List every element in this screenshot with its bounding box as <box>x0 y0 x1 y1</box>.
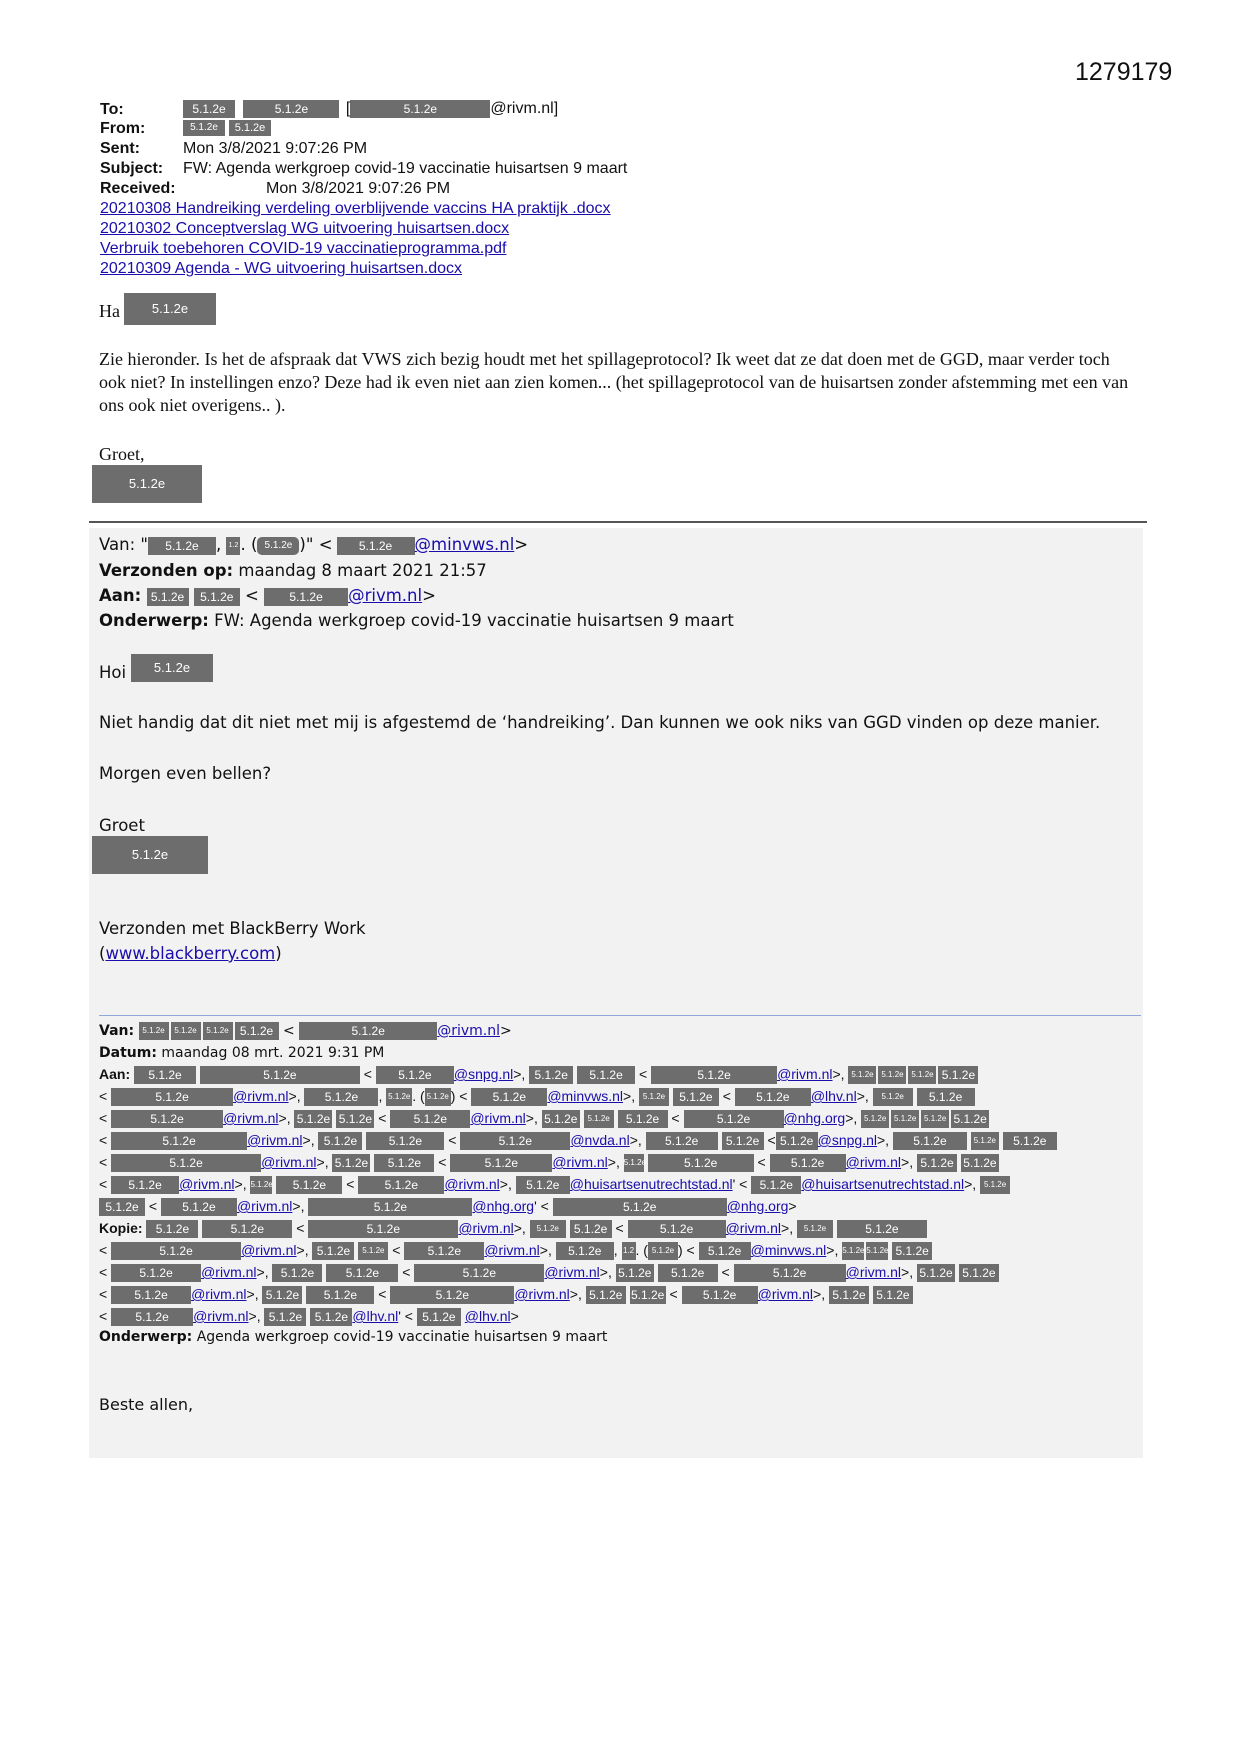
redaction: 5.1.2e <box>529 1066 573 1084</box>
redaction: 5.1.2e <box>556 1242 614 1260</box>
redaction: 5.1.2e <box>111 1264 201 1282</box>
redaction: 5.1.2e <box>374 1154 434 1172</box>
document-number: 1279179 <box>1075 58 1173 86</box>
redaction: 5.1.2e <box>294 1110 332 1128</box>
msg3-greeting: Beste allen, <box>99 1395 194 1414</box>
email-address: @rivm.nl <box>552 1154 608 1170</box>
redaction: 5.1.2e <box>891 1110 919 1128</box>
redaction: 5.1.2e <box>1003 1132 1057 1150</box>
redaction: 5.1.2e <box>646 1132 718 1150</box>
redaction: 5.1.2e <box>390 1286 514 1304</box>
recipient-line: < 5.1.2e @rivm.nl>, 5.1.2e 5.1.2e @lhv.nl' < 5.1.2e @lhv.nl> <box>99 1308 519 1325</box>
redaction: 5.1.2e <box>735 1088 811 1106</box>
van-email: @minvws.nl <box>414 535 515 554</box>
redaction: 5.1.2e <box>628 1220 726 1238</box>
email-address: @rivm.nl <box>725 1220 782 1236</box>
redaction: 5.1.2e <box>92 836 208 874</box>
onderwerp-value: Agenda werkgroep covid-19 vaccinatie huisartsen 9 maart <box>196 1329 608 1345</box>
redaction: 5.1.2e <box>734 1264 846 1282</box>
email-address: @nhg.org <box>783 1110 846 1126</box>
redaction: 5.1.2e <box>337 537 415 555</box>
redaction: 5.1.2e <box>658 1264 718 1282</box>
email-address: @snpg.nl <box>453 1066 514 1082</box>
msg2-aan-row: Aan: 5.1.2e 5.1.2e < 5.1.2e @rivm.nl> <box>99 586 436 605</box>
msg2-body: Niet handig dat dit niet met mij is afgestemd de ‘handreiking’. Dan kunnen we ook niks van GGD vinden op deze manier. <box>99 713 1101 732</box>
redaction: 5.1.2e <box>971 1132 999 1150</box>
redaction: 5.1.2e <box>404 1242 484 1260</box>
redaction: 5.1.2e <box>516 1176 570 1194</box>
redaction: 5.1.2e <box>892 1242 932 1260</box>
email-address: @rivm.nl <box>191 1286 247 1302</box>
redaction: 5.1.2e <box>111 1110 223 1128</box>
to-values: 5.1.2e 5.1.2e [ 5.1.2e @rivm.nl] <box>183 99 558 119</box>
email-address: @lhv.nl <box>810 1088 857 1104</box>
sent-label: Sent: <box>100 140 140 157</box>
redaction: 5.1.2e <box>366 1132 444 1150</box>
msg3-onderwerp-row <box>99 1326 607 1348</box>
kopie-label: Kopie: <box>99 1220 143 1236</box>
redaction: 5.1.2e <box>682 1286 758 1304</box>
redaction: 5.1.2e <box>699 1242 751 1260</box>
redaction: 5.1.2e <box>358 1176 444 1194</box>
redaction: 5.1.2e <box>873 1088 913 1106</box>
received-label: Received: <box>100 180 176 197</box>
redaction: 5.1.2e <box>111 1242 241 1260</box>
redaction: 5.1.2e <box>684 1110 784 1128</box>
recipient-line: < 5.1.2e @rivm.nl>, 5.1.2e 5.1.2e < 5.1.2e @rivm.nl>, 5.1.2e 5.1.2e < 5.1.2e @rivm.nl>, 5.1.2e 5.1.2e <box>99 1283 913 1305</box>
redaction: 5.1.2e <box>111 1154 261 1172</box>
redaction: 5.1.2e <box>390 1110 470 1128</box>
redaction: 5.1.2e <box>376 1066 454 1084</box>
recipient-line: < 5.1.2e @rivm.nl>, 5.1.2e 5.1.2e < 5.1.2e @rivm.nl>, 5.1.2e , 1.2. ( 5.1.2e ) < 5.1.2e @minvws.nl>, 5.1.2e 5.1.2e 5.1.2e <box>99 1239 932 1261</box>
aan-email: @rivm.nl <box>348 586 423 605</box>
van-label: Van: <box>99 1023 135 1039</box>
email-address: @rivm.nl <box>179 1176 235 1192</box>
email-address: @lhv.nl <box>464 1308 511 1324</box>
redaction: 5.1.2e <box>250 1176 272 1194</box>
to-suffix: @rivm.nl] <box>490 100 559 117</box>
redaction: 1.2 <box>622 1242 636 1260</box>
email-address: @huisartsenutrechtstad.nl <box>801 1176 965 1192</box>
to-row <box>100 100 124 120</box>
redaction: 5.1.2e <box>146 1220 198 1238</box>
redaction: 5.1.2e <box>308 1220 458 1238</box>
redaction: 5.1.2e <box>304 1088 378 1106</box>
redaction: 5.1.2e <box>336 1110 374 1128</box>
recipient-line: < 5.1.2e @rivm.nl>, 5.1.2e 5.1.2e < 5.1.2e @rivm.nl>, 5.1.2e 5.1.2e < 5.1.2e @rivm.nl>, 5.1.2e 5.1.2e <box>99 1151 999 1173</box>
email-address: @rivm.nl <box>261 1154 317 1170</box>
redaction: 5.1.2e <box>111 1132 247 1150</box>
msg1-greeting: Ha <box>99 301 120 321</box>
email-address: @rivm.nl <box>223 1110 279 1126</box>
email-address: @minvws.nl <box>547 1088 624 1104</box>
redaction: 5.1.2e <box>866 1242 888 1260</box>
redaction: 5.1.2e <box>358 1242 388 1260</box>
redaction: 5.1.2e <box>414 1264 544 1282</box>
msg3-van-row: Van: 5.1.2e 5.1.2e 5.1.2e 5.1.2e < 5.1.2e @rivm.nl> <box>99 1023 512 1039</box>
redaction: 5.1.2e <box>92 465 202 503</box>
redaction: 5.1.2e <box>183 100 235 118</box>
van-email: @rivm.nl <box>437 1023 500 1039</box>
redaction: 5.1.2e <box>203 1022 233 1040</box>
redaction: 5.1.2e <box>797 1220 833 1238</box>
redaction: 5.1.2e <box>722 1132 764 1150</box>
redaction: 5.1.2e <box>171 1022 201 1040</box>
msg2-signature: Verzonden met BlackBerry Work <box>99 919 366 938</box>
redaction: 5.1.2e <box>460 1132 570 1150</box>
email-address: @nhg.org <box>726 1198 789 1214</box>
redaction: 5.1.2e <box>264 1308 306 1326</box>
redaction: 5.1.2e <box>124 293 216 325</box>
from-label: From: <box>100 120 146 137</box>
sent-value: Mon 3/8/2021 9:07:26 PM <box>183 140 368 157</box>
redaction: 5.1.2e <box>770 1154 846 1172</box>
redaction: 5.1.2e <box>917 1264 955 1282</box>
redaction: 5.1.2e <box>243 100 339 118</box>
verzonden-value: maandag 8 maart 2021 21:57 <box>238 561 487 580</box>
section-divider <box>89 521 1147 523</box>
redaction: 5.1.2e <box>264 588 348 606</box>
msg1-closing: Groet, <box>99 444 145 464</box>
van-label: Van: <box>99 535 136 554</box>
redaction: 5.1.2e <box>938 1066 978 1084</box>
redaction: 5.1.2e <box>148 537 216 555</box>
email-address: @snpg.nl <box>817 1132 877 1148</box>
redaction: 5.1.2e <box>235 1022 279 1040</box>
recipient-line: < 5.1.2e @rivm.nl>, 5.1.2e 5.1.2e < 5.1.2e @nvda.nl>, 5.1.2e 5.1.2e < 5.1.2e @snpg.nl>, 5.1.2e 5.1.2e 5.1.2e <box>99 1129 1057 1151</box>
email-address: @rivm.nl <box>241 1242 297 1258</box>
email-address: @rivm.nl <box>757 1286 814 1302</box>
attachment-link[interactable]: 20210302 Conceptverslag WG uitvoering huisartsen.docx <box>100 220 510 237</box>
msg2-signature-link: (www.blackberry.com) <box>99 944 282 963</box>
redaction: 5.1.2e <box>276 1176 342 1194</box>
onderwerp-label: Onderwerp: <box>99 611 209 630</box>
redaction: 5.1.2e <box>570 1220 612 1238</box>
from-values <box>183 119 271 137</box>
redaction: 5.1.2e <box>861 1110 889 1128</box>
redaction: 5.1.2e <box>111 1308 193 1326</box>
redaction: 5.1.2e <box>842 1242 864 1260</box>
redaction: 5.1.2e <box>959 1264 999 1282</box>
email-address: @nhg.org <box>472 1198 535 1214</box>
redaction: 5.1.2e <box>272 1264 322 1282</box>
subject-value: FW: Agenda werkgroep covid-19 vaccinatie huisartsen 9 maart <box>183 160 628 177</box>
redaction: 5.1.2e <box>318 1132 362 1150</box>
redaction: 5.1.2e <box>299 1022 437 1040</box>
redaction: 5.1.2e <box>386 1088 412 1106</box>
redaction: 5.1.2e <box>134 1066 196 1084</box>
email-address: @rivm.nl <box>247 1132 303 1148</box>
redaction: 5.1.2e <box>648 1242 678 1260</box>
verzonden-label: Verzonden op: <box>99 561 234 580</box>
redaction: 5.1.2e <box>139 1022 169 1040</box>
email-address: @lhv.nl <box>352 1308 399 1324</box>
redaction: 5.1.2e <box>326 1264 398 1282</box>
attachment-link[interactable]: 20210309 Agenda - WG uitvoering huisartsen.docx <box>100 260 463 277</box>
redaction: 5.1.2e <box>921 1110 949 1128</box>
redaction: 5.1.2e <box>425 1088 451 1106</box>
attachment-link[interactable]: Verbruik toebehoren COVID-19 vaccinatieprogramma.pdf <box>100 240 507 257</box>
redaction: 5.1.2e <box>829 1286 869 1304</box>
msg1-body: Zie hieronder. Is het de afspraak dat VWS zich bezig houdt met het spillageprotocol? Ik weet dat ze dat doen met de GGD, maar verder toch ook niet? In instellingen enzo? Deze had ik even niet aan zien komen... (het spillageprotocol van de huisartsen zonder afstemming met een van ons ook niet overigens.. ). <box>99 349 1129 415</box>
redaction: 5.1.2e <box>651 1066 777 1084</box>
msg3-datum-row <box>99 1042 384 1064</box>
redaction: 5.1.2e <box>624 1154 644 1172</box>
redaction: 5.1.2e <box>308 1198 472 1216</box>
msg2-line2: Morgen even bellen? <box>99 764 272 783</box>
redaction: 5.1.2e <box>751 1176 801 1194</box>
redaction: 5.1.2e <box>951 1110 989 1128</box>
email-address: @rivm.nl <box>444 1176 500 1192</box>
redaction: 5.1.2e <box>147 588 189 606</box>
datum-label: Datum: <box>99 1045 157 1061</box>
redaction: 5.1.2e <box>111 1176 179 1194</box>
email-address: @rivm.nl <box>470 1110 526 1126</box>
redaction: 5.1.2e <box>908 1066 936 1084</box>
msg2-van-row: Van: " 5.1.2e , 1.2 . ( 5.1.2e )" < 5.1.2e @minvws.nl> <box>99 535 529 554</box>
msg2-closing: Groet <box>99 816 145 835</box>
redaction: 5.1.2e <box>980 1176 1010 1194</box>
redaction: 5.1.2e <box>961 1154 999 1172</box>
onderwerp-label: Onderwerp: <box>99 1329 193 1345</box>
to-label: To: <box>100 101 124 118</box>
email-address: @rivm.nl <box>236 1198 293 1214</box>
subject-label: Subject: <box>100 160 164 177</box>
redaction: 5.1.2e <box>471 1088 547 1106</box>
recipient-line: Kopie: 5.1.2e 5.1.2e < 5.1.2e @rivm.nl>, 5.1.2e 5.1.2e < 5.1.2e @rivm.nl>, 5.1.2e 5.1.2e <box>99 1217 927 1239</box>
header-separator <box>99 1015 1141 1016</box>
redaction: 5.1.2e <box>200 1066 360 1084</box>
attachment-link[interactable]: 20210308 Handreiking verdeling overblijvende vaccins HA praktijk .docx <box>100 200 611 217</box>
recipient-line: < 5.1.2e @rivm.nl>, 5.1.2e , 5.1.2e . ( 5.1.2e ) < 5.1.2e @minvws.nl>, 5.1.2e 5.1.2e < 5.1.2e @lhv.nl>, 5.1.2e 5.1.2e <box>99 1085 975 1107</box>
redaction: 5.1.2e <box>878 1066 906 1084</box>
redaction: 1.2 <box>226 537 240 555</box>
redaction: 5.1.2e <box>917 1088 975 1106</box>
email-address: @huisartsenutrechtstad.nl <box>569 1176 733 1192</box>
received-value: Mon 3/8/2021 9:07:26 PM <box>266 180 451 197</box>
redaction: 5.1.2e <box>194 588 240 606</box>
redaction: 5.1.2e <box>616 1264 654 1282</box>
email-address: @rivm.nl <box>201 1264 257 1280</box>
redaction: 5.1.2e <box>776 1132 818 1150</box>
redaction: 5.1.2e <box>332 1154 370 1172</box>
redaction: 5.1.2e <box>131 654 213 682</box>
redaction: 5.1.2e <box>257 537 299 555</box>
redaction: 5.1.2e <box>542 1110 580 1128</box>
email-address: @rivm.nl <box>777 1066 833 1082</box>
redaction: 5.1.2e <box>350 100 490 118</box>
redaction: 5.1.2e <box>848 1066 876 1084</box>
email-address: @rivm.nl <box>544 1264 600 1280</box>
redaction: 5.1.2e <box>306 1286 374 1304</box>
redaction: 5.1.2e <box>417 1308 461 1326</box>
msg2-onderwerp-row <box>99 609 734 633</box>
datum-value: maandag 08 mrt. 2021 9:31 PM <box>161 1045 385 1061</box>
email-address: @rivm.nl <box>514 1286 570 1302</box>
redaction: 5.1.2e <box>111 1088 233 1106</box>
redaction: 5.1.2e <box>584 1110 614 1128</box>
redaction: 5.1.2e <box>673 1088 719 1106</box>
email-address: @rivm.nl <box>233 1088 289 1104</box>
msg2-verzonden-row <box>99 559 487 583</box>
redaction: 5.1.2e <box>310 1308 352 1326</box>
redaction: 5.1.2e <box>577 1066 635 1084</box>
redaction: 5.1.2e <box>111 1286 191 1304</box>
redaction: 5.1.2e <box>450 1154 552 1172</box>
aan-label: Aan: <box>99 586 142 605</box>
redaction: 5.1.2e <box>202 1220 292 1238</box>
aan-label: Aan: <box>99 1066 131 1082</box>
email-address: @rivm.nl <box>484 1242 540 1258</box>
recipient-line: 5.1.2e < 5.1.2e @rivm.nl>, 5.1.2e @nhg.org' < 5.1.2e @nhg.org> <box>99 1195 797 1217</box>
redaction: 5.1.2e <box>893 1132 967 1150</box>
redaction: 5.1.2e <box>586 1286 626 1304</box>
blackberry-link[interactable]: www.blackberry.com <box>105 944 276 963</box>
redaction: 5.1.2e <box>873 1286 913 1304</box>
onderwerp-value: FW: Agenda werkgroep covid-19 vaccinatie huisartsen 9 maart <box>214 611 734 630</box>
redaction: 5.1.2e <box>229 120 271 136</box>
redaction: 5.1.2e <box>618 1110 668 1128</box>
email-address: @nvda.nl <box>570 1132 630 1148</box>
redaction: 5.1.2e <box>917 1154 957 1172</box>
redaction: 5.1.2e <box>837 1220 927 1238</box>
email-address: @minvws.nl <box>750 1242 827 1258</box>
attachment-list <box>100 199 611 279</box>
redaction: 5.1.2e <box>312 1242 354 1260</box>
recipient-line: < 5.1.2e @rivm.nl>, 5.1.2e 5.1.2e < 5.1.2e @rivm.nl>, 5.1.2e 5.1.2e 5.1.2e < 5.1.2e @nhg.org>, 5.1.2e 5.1.2e 5.1.2e 5.1.2e <box>99 1107 989 1129</box>
redaction: 5.1.2e <box>262 1286 302 1304</box>
recipient-line: Aan: 5.1.2e 5.1.2e < 5.1.2e @snpg.nl>, 5.1.2e 5.1.2e < 5.1.2e @rivm.nl>, 5.1.2e 5.1.2e 5.1.2e 5.1.2e <box>99 1063 978 1085</box>
redaction: 5.1.2e <box>99 1198 145 1216</box>
redaction: 5.1.2e <box>530 1220 566 1238</box>
redaction: 5.1.2e <box>639 1088 669 1106</box>
recipient-line: < 5.1.2e @rivm.nl>, 5.1.2e 5.1.2e < 5.1.2e @rivm.nl>, 5.1.2e 5.1.2e < 5.1.2e @rivm.nl>, 5.1.2e 5.1.2e <box>99 1261 999 1283</box>
email-address: @rivm.nl <box>845 1264 902 1280</box>
recipient-line: < 5.1.2e @rivm.nl>, 5.1.2e 5.1.2e < 5.1.2e @rivm.nl>, 5.1.2e @huisartsenutrechtstad.nl' < 5.1.2e @huisartsenutrechtstad.nl>, 5.1.2e <box>99 1173 1010 1195</box>
email-address: @rivm.nl <box>458 1220 514 1236</box>
redaction: 5.1.2e <box>648 1154 754 1172</box>
redaction: 5.1.2e <box>553 1198 727 1216</box>
email-address: @rivm.nl <box>845 1154 902 1170</box>
redaction: 5.1.2e <box>183 120 225 136</box>
email-address: @rivm.nl <box>193 1308 249 1324</box>
msg2-greeting: Hoi <box>99 663 127 682</box>
redaction: 5.1.2e <box>630 1288 665 1303</box>
redaction: 5.1.2e <box>161 1198 237 1216</box>
